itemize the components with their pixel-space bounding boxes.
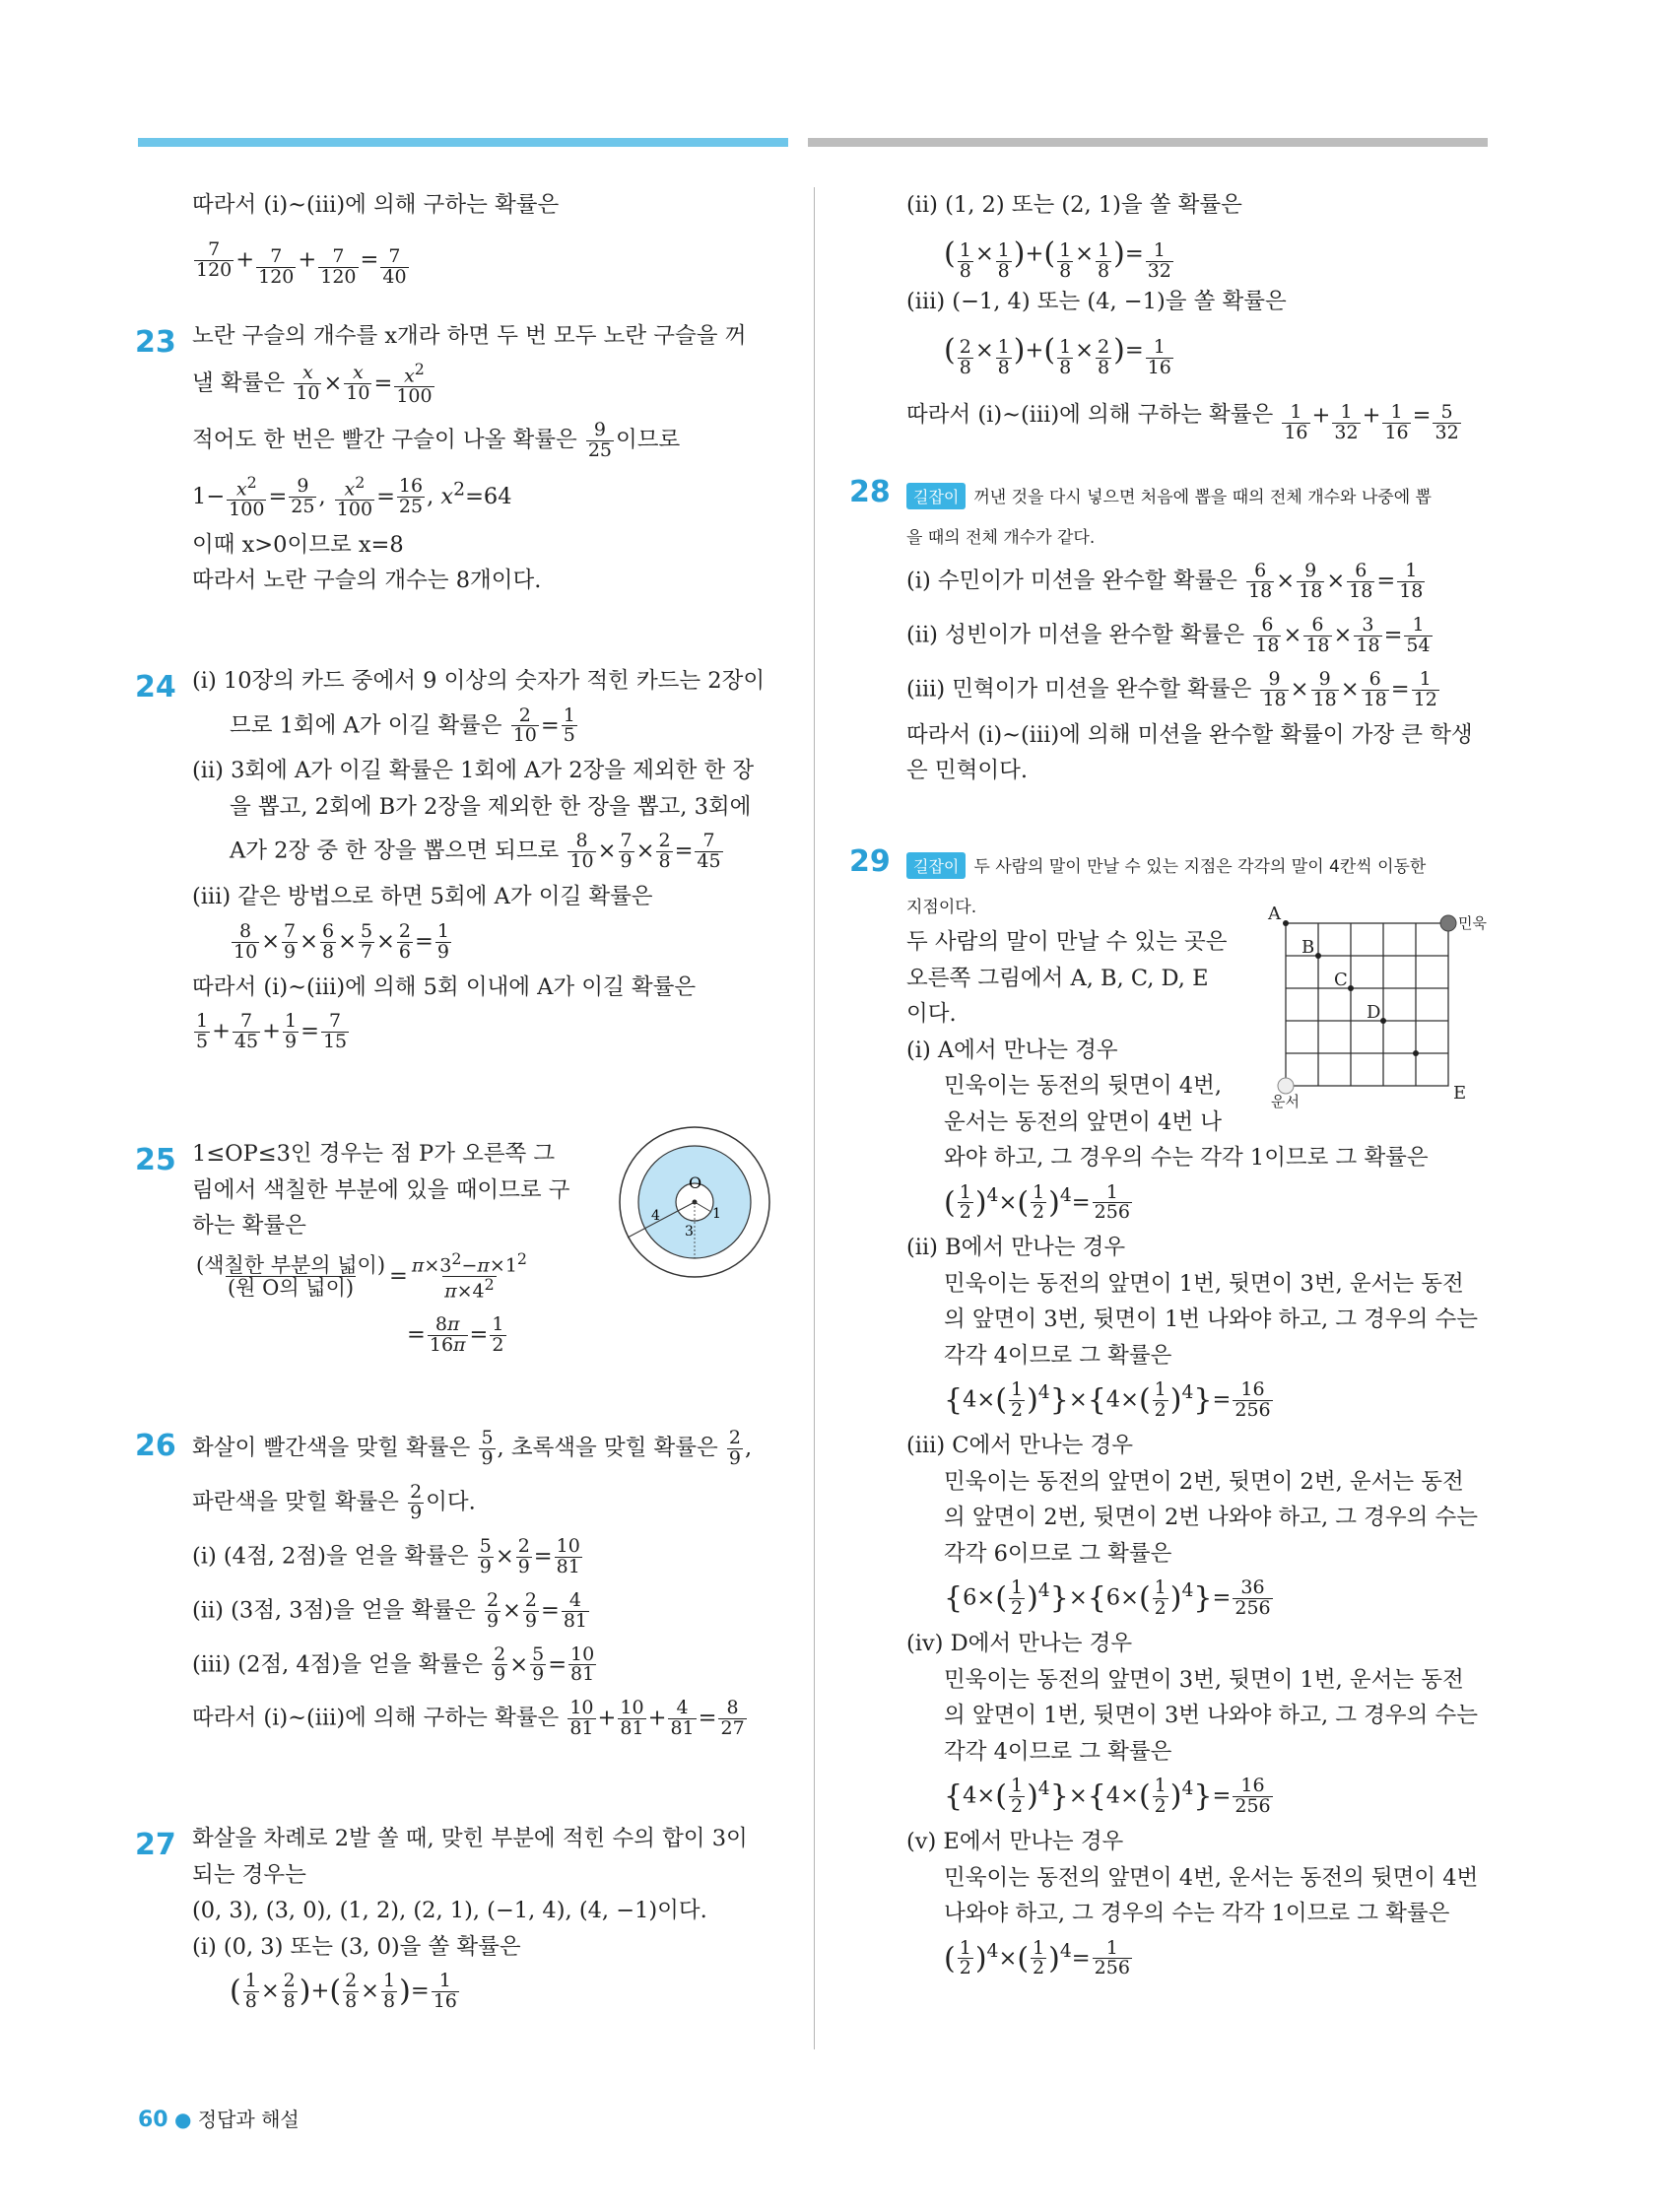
column-divider: [814, 187, 815, 2049]
page-number: 60: [138, 2108, 168, 2132]
text-line: 와야 하고, 그 경우의 수는 각각 1이므로 그 확률은: [944, 1145, 1429, 1171]
header-bar-blue: [138, 138, 788, 147]
text-line: 노란 구슬의 개수를 x개라 하면 두 번 모두 노란 구슬을 꺼: [192, 323, 747, 349]
equation: ( $\frac{1}{2}$ )$^4$×( $\frac{1}{2}$ )$^4$= $\frac{1}{256}$: [944, 1936, 1130, 1979]
text-line: 므로 1회에 A가 이길 확률은 $\frac{2}{10}$ = $\frac{1}{5}$: [230, 704, 575, 747]
text-line: 림에서 색칠한 부분에 있을 때이므로 구: [192, 1176, 570, 1203]
text-line: 은 민혁이다.: [906, 758, 1028, 784]
text-line: (ⅱ) 성빈이가 미션을 완수할 확률은 $\frac{6}{18}$ × $\frac{6}{18}$ × $\frac{3}{18}$ = $\frac{1}{54}$: [906, 613, 1431, 656]
text-line: 화살이 빨간색을 맞힐 확률은 $\frac{5}{9}$ , 초록색을 맞힐 확률은 $\frac{2}{9}$ ,: [192, 1427, 753, 1469]
text-line: 따라서 (ⅰ)~(ⅲ)에 의해 구하는 확률은 $\frac{1}{16}$ + $\frac{1}{32}$ + $\frac{1}{16}$ = $\frac{5}{32}$: [906, 401, 1459, 443]
equation: {4×( $\frac{1}{2}$ )$^4$}×{4×( $\frac{1}{2}$ )$^4$}= $\frac{16}{256}$: [944, 1378, 1271, 1422]
problem-29: [849, 844, 1498, 1979]
text-line: 파란색을 맞힐 확률은 $\frac{2}{9}$ 이다.: [192, 1480, 476, 1523]
equation: ( $\frac{2}{8}$ × $\frac{1}{8}$ )+( $\frac{1}{8}$ × $\frac{2}{8}$ )= $\frac{1}{16}$: [944, 333, 1171, 378]
text-line: 의 앞면이 1번, 뒷면이 3번 나와야 하고, 그 경우의 수는: [944, 1703, 1479, 1729]
problem-27: [135, 1826, 793, 2012]
text-line: (ⅰ) 수민이가 미션을 완수할 확률은 $\frac{6}{18}$ × $\frac{9}{18}$ × $\frac{6}{18}$ = $\frac{1}{18}$: [906, 560, 1424, 602]
hint-badge: 길잡이: [906, 483, 966, 509]
text-line: (ⅲ) 같은 방법으로 하면 5회에 A가 이길 확률은: [192, 884, 653, 910]
problem-number: 25: [135, 1143, 176, 1177]
equation: ( $\frac{1}{8}$ × $\frac{2}{8}$ )+( $\frac{2}{8}$ × $\frac{1}{8}$ )= $\frac{1}{16}$: [230, 1970, 457, 2012]
intro-line: 따라서 (ⅰ)~(ⅲ)에 의해 구하는 확률은: [192, 192, 560, 218]
hint-line: 길잡이 두 사람의 말이 만날 수 있는 지점은 각각의 말이 4칸씩 이동한: [906, 852, 1498, 879]
text-line: (ⅴ) E에서 만나는 경우: [906, 1829, 1124, 1854]
text-line: (ⅰ) A에서 만나는 경우: [906, 1037, 1118, 1063]
problem-28: [849, 475, 1498, 784]
text-line: (ⅲ) C에서 만나는 경우: [906, 1433, 1133, 1459]
text-line: 두 사람의 말이 만날 수 있는 곳은: [906, 929, 1228, 955]
problem-26: [135, 1427, 793, 1740]
text-line: 의 앞면이 2번, 뒷면이 2번 나와야 하고, 그 경우의 수는: [944, 1505, 1479, 1531]
grid-label-D: D: [1367, 1002, 1381, 1023]
text-line: 되는 경우는: [192, 1861, 306, 1888]
text-line: 각각 4이므로 그 확률은: [944, 1738, 1172, 1765]
grid-label-A: A: [1268, 904, 1281, 924]
text-line: (ⅲ) (−1, 4) 또는 (4, −1)을 쏠 확률은: [906, 289, 1287, 314]
text-line: 민욱이는 동전의 뒷면이 4번,: [944, 1073, 1223, 1099]
equation: {4×( $\frac{1}{2}$ )$^4$}×{4×( $\frac{1}{2}$ )$^4$}= $\frac{16}{256}$: [944, 1775, 1271, 1818]
header-bar-gray: [808, 138, 1488, 147]
text-line: 민욱이는 동전의 앞면이 2번, 뒷면이 2번, 운서는 동전: [944, 1468, 1464, 1495]
equation: ( $\frac{1}{8}$ × $\frac{1}{8}$ )+( $\frac{1}{8}$ × $\frac{1}{8}$ )= $\frac{1}{32}$: [944, 236, 1171, 282]
equation: ( $\frac{1}{2}$ )$^4$×( $\frac{1}{2}$ )$^4$= $\frac{1}{256}$: [944, 1180, 1130, 1224]
text-line: (ⅱ) B에서 만나는 경우: [906, 1235, 1126, 1261]
text-line: 따라서 노란 구슬의 개수는 8개이다.: [192, 568, 542, 594]
text-line: (ⅲ) 민혁이가 미션을 완수할 확률은 $\frac{9}{18}$ × $\frac{9}{18}$ × $\frac{6}{18}$ = $\frac{1}{12}$: [906, 667, 1437, 710]
label-O: O: [689, 1173, 702, 1192]
text-line: 1≤OP≤3인 경우는 점 P가 오른쪽 그: [192, 1141, 556, 1167]
text-line: 화살을 차례로 2발 쏠 때, 맞힌 부분에 적힌 수의 합이 3이: [192, 1826, 748, 1851]
problem-number: 27: [135, 1828, 176, 1862]
text-line: 적어도 한 번은 빨간 구슬이 나올 확률은 $\frac{9}{25}$ 이므로: [192, 418, 681, 461]
hint-badge: 길잡이: [906, 852, 966, 879]
text-line: (ⅲ) (2점, 4점)을 얻을 확률은 $\frac{2}{9}$ × $\frac{5}{9}$ = $\frac{10}{81}$: [192, 1642, 595, 1686]
problem-number: 28: [849, 475, 891, 509]
text-line: 민욱이는 동전의 앞면이 1번, 뒷면이 3번, 운서는 동전: [944, 1270, 1464, 1297]
grid-figure: [1266, 902, 1487, 1110]
text-line: 이다.: [906, 1001, 957, 1027]
text-line: (ⅰ) 10장의 카드 중에서 9 이상의 숫자가 적힌 카드는 2장이: [192, 668, 766, 694]
problem-24: [135, 668, 783, 1053]
text-line: (ⅱ) (3점, 3점)을 얻을 확률은 $\frac{2}{9}$ × $\frac{2}{9}$ = $\frac{4}{81}$: [192, 1588, 588, 1632]
text-line: 따라서 (ⅰ)~(ⅲ)에 의해 5회 이내에 A가 이길 확률은: [192, 973, 697, 1000]
text-line: 민욱이는 동전의 앞면이 3번, 뒷면이 1번, 운서는 동전: [944, 1666, 1464, 1693]
hint-line: 지점이다.: [906, 898, 977, 917]
equation: $\frac{1}{5}$ + $\frac{7}{45}$ + $\frac{1}{9}$ = $\frac{7}{15}$: [196, 1010, 348, 1053]
problem-23: [135, 323, 783, 594]
equation: $\frac{\text{(색칠한 부분의 넓이)}}{\text{(원 O의 넓이)}}$ = $\frac{\pi\times 3^2-\pi\times 1^2}{\pi\times 4^2}$: [196, 1248, 527, 1303]
text-line: A가 2장 중 한 장을 뽑으면 되므로 $\frac{8}{10}$ × $\frac{7}{9}$ × $\frac{2}{8}$ = $\frac{7}{45}$: [230, 830, 721, 873]
label-1: 1: [712, 1206, 721, 1222]
problem-number: 24: [135, 670, 176, 704]
text-line: 민욱이는 동전의 앞면이 4번, 운서는 동전의 뒷면이 4번: [944, 1864, 1479, 1891]
text-line: 의 앞면이 3번, 뒷면이 1번 나와야 하고, 그 경우의 수는: [944, 1307, 1479, 1333]
label-3: 3: [685, 1224, 694, 1240]
equation: = $\frac{8\pi}{16\pi}$ = $\frac{1}{2}$: [407, 1313, 504, 1356]
grid-label-B: B: [1301, 937, 1315, 958]
footer-title: 정답과 해설: [197, 2108, 300, 2131]
grid-label-C: C: [1334, 970, 1348, 990]
text-line: (0, 3), (3, 0), (1, 2), (2, 1), (−1, 4), (4, −1)이다.: [192, 1898, 707, 1923]
text-line: (ⅰ) (4점, 2점)을 얻을 확률은 $\frac{5}{9}$ × $\frac{2}{9}$ = $\frac{10}{81}$: [192, 1534, 580, 1577]
label-4: 4: [651, 1208, 660, 1224]
hint-line: 길잡이 꺼낸 것을 다시 넣으면 처음에 뽑을 때의 전체 개수와 나중에 뽑: [906, 483, 1498, 509]
text-line: 나와야 하고, 그 경우의 수는 각각 1이므로 그 확률은: [944, 1901, 1450, 1926]
text-line: (ⅱ) 3회에 A가 이길 확률은 1회에 A가 2장을 제외한 한 장: [192, 758, 755, 784]
problem-25: [135, 1141, 783, 1356]
equation: $\frac{8}{10}$ × $\frac{7}{9}$ × $\frac{6}{8}$ × $\frac{5}{7}$ × $\frac{2}{6}$ = $\frac{1}{9}$: [234, 919, 449, 963]
grid-label-E: E: [1453, 1083, 1467, 1104]
text-line: 낼 확률은 $\frac{x}{10}$ × $\frac{x}{10}$ = $\frac{x^2}{100}$: [192, 359, 433, 407]
equation: 1− $\frac{x^2}{100}$ = $\frac{9}{25}$ , $\frac{x^2}{100}$ = $\frac{16}{25}$ , $x^2=64$: [192, 472, 512, 520]
intro-equation: $\frac{7}{120}$ + $\frac{7}{120}$ + $\frac{7}{120}$ = $\frac{7}{40}$: [196, 238, 407, 288]
text-line: 이때 x>0이므로 x=8: [192, 531, 404, 558]
text-line: (ⅱ) (1, 2) 또는 (2, 1)을 쏠 확률은: [906, 192, 1242, 218]
text-line: 각각 6이므로 그 확률은: [944, 1540, 1172, 1567]
text-line: 따라서 (ⅰ)~(ⅲ)에 의해 구하는 확률은 $\frac{10}{81}$ + $\frac{10}{81}$ + $\frac{4}{81}$ = $\frac{8}{27}$: [192, 1697, 745, 1740]
equation: {6×( $\frac{1}{2}$ )$^4$}×{6×( $\frac{1}{2}$ )$^4$}= $\frac{36}{256}$: [944, 1576, 1271, 1620]
text-line: 각각 4이므로 그 확률은: [944, 1342, 1172, 1369]
page-footer: 60 ● 정답과 해설: [138, 2108, 300, 2132]
hint-line: 을 때의 전체 개수가 같다.: [906, 528, 1096, 548]
text-line: (ⅳ) D에서 만나는 경우: [906, 1631, 1133, 1657]
text-line: 오른쪽 그림에서 A, B, C, D, E: [906, 965, 1209, 991]
circle-figure: [616, 1123, 773, 1281]
text-line: 을 뽑고, 2회에 B가 2장을 제외한 한 장을 뽑고, 3회에: [230, 793, 752, 820]
label-minuk: 민욱: [1458, 914, 1487, 932]
problem-number: 26: [135, 1429, 176, 1463]
text-line: (ⅰ) (0, 3) 또는 (3, 0)을 쏠 확률은: [192, 1933, 521, 1960]
text-line: 하는 확률은: [192, 1213, 306, 1239]
text-line: 따라서 (ⅰ)~(ⅲ)에 의해 미션을 완수할 확률이 가장 큰 학생: [906, 721, 1473, 748]
text-line: 운서는 동전의 앞면이 4번 나: [944, 1108, 1223, 1135]
label-unseo: 운서: [1271, 1093, 1300, 1110]
problem-number: 29: [849, 844, 891, 879]
problem-number: 23: [135, 325, 176, 360]
